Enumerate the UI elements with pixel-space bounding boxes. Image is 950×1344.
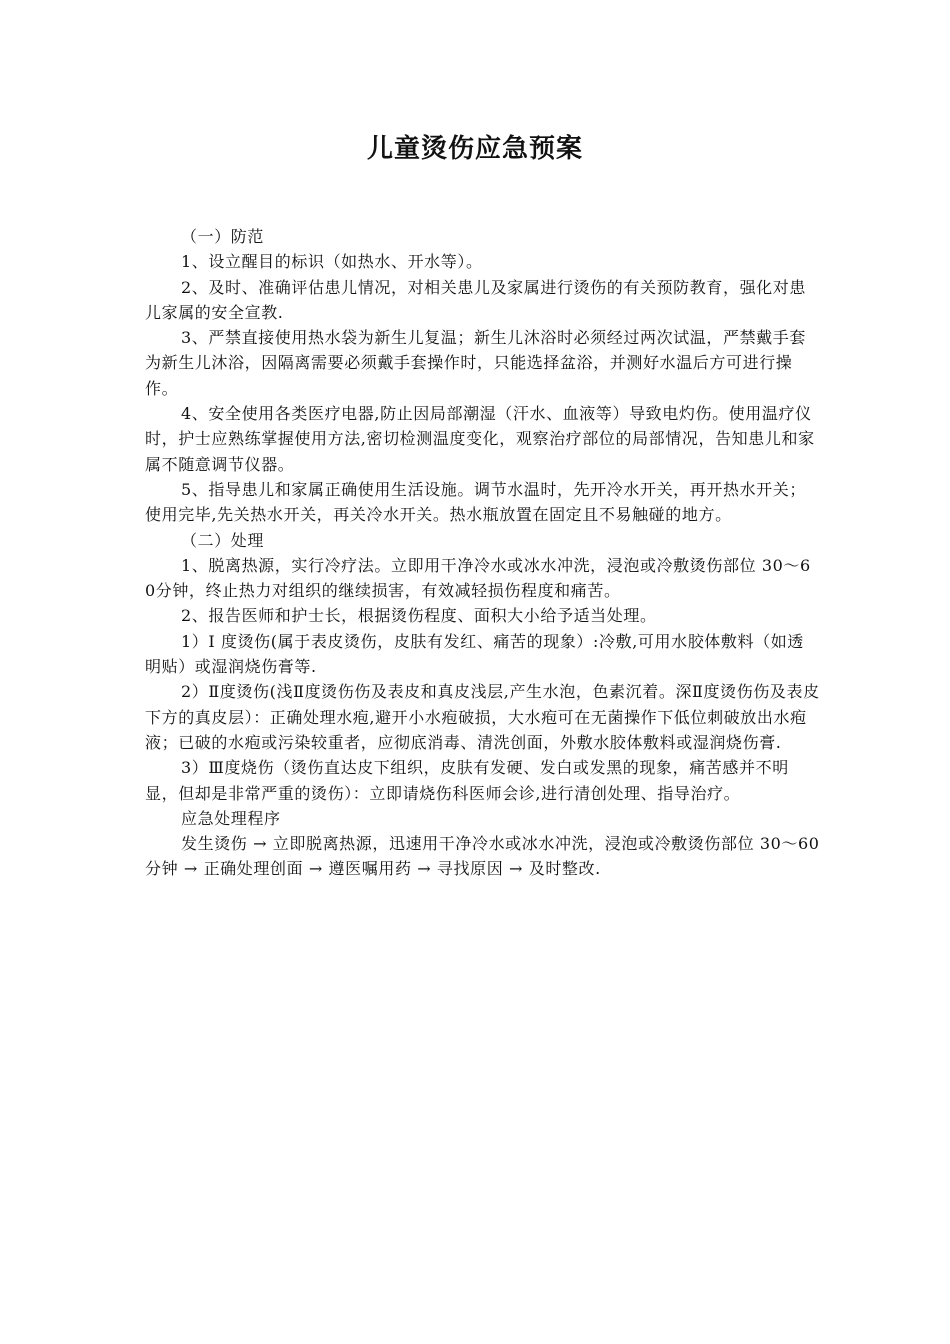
document-body	[145, 224, 820, 882]
treatment-degree-2: 2）Ⅱ度烫伤(浅Ⅱ度烫伤伤及表皮和真皮浅层,产生水泡，色素沉着。深Ⅱ度烫伤伤及表皮下方的真皮层）：正确处理水疱,避开小水疱破损，大水疱可在无菌操作下低位刺破放出水疱液；已破的水疱或污染较重者，应彻底消毒、清洗创面，外敷水胶体敷料或湿润烧伤膏.	[145, 682, 820, 752]
treatment-degree-3: 3）Ⅲ度烧伤（烫伤直达皮下组织，皮肤有发硬、发白或发黑的现象，痛苦感并不明显，但却是非常严重的烫伤）：立即请烧伤科医师会诊,进行清创处理、指导治疗。	[145, 758, 789, 803]
procedure-flow: 发生烫伤 → 立即脱离热源，迅速用干净冷水或冰水冲洗，浸泡或冷敷烫伤部位 30～60分钟 → 正确处理创面 → 遵医嘱用药 → 寻找原因 → 及时整改.	[145, 834, 820, 879]
document-title: 儿童烫伤应急预案	[366, 134, 583, 164]
section-heading-prevention: （一）防范	[181, 227, 265, 246]
treatment-item-1: 1、脱离热源，实行冷疗法。立即用干净冷水或冰水冲洗，浸泡或冷敷烫伤部位 30～60分钟，终止热力对组织的继续损害，有效减轻损伤程度和痛苦。	[145, 555, 811, 601]
prevention-item-1: 1、设立醒目的标识（如热水、开水等）。	[181, 252, 483, 272]
treatment-item-2: 2、报告医师和护士长，根据烫伤程度、面积大小给予适当处理。	[181, 606, 657, 626]
treatment-degree-1: 1）Ⅰ 度烫伤(属于表皮烫伤，皮肤有发红、痛苦的现象）:冷敷,可用水胶体敷料（如透明贴）或湿润烧伤膏等.	[145, 631, 804, 677]
prevention-item-3: 3、严禁直接使用热水袋为新生儿复温；新生儿沐浴时必须经过两次试温，严禁戴手套为新生儿沐浴，因隔离需要必须戴手套操作时，只能选择盆浴，并测好水温后方可进行操作。	[145, 328, 806, 398]
section-heading-procedure: 应急处理程序	[181, 808, 281, 828]
prevention-item-4: 4、安全使用各类医疗电器,防止因局部潮湿（汗水、血液等）导致电灼伤。使用温疗仪时，护士应熟练掌握使用方法,密切检测温度变化，观察治疗部位的局部情况，告知患儿和家属不随意调节仪器。	[145, 404, 815, 474]
prevention-item-5: 5、指导患儿和家属正确使用生活设施。调节水温时，先开冷水开关，再开热水开关；使用完毕,先关热水开关，再关冷水开关。热水瓶放置在固定且不易触碰的地方。	[145, 479, 806, 525]
prevention-item-2: 2、及时、准确评估患儿情况，对相关患儿及家属进行烫伤的有关预防教育，强化对患儿家属的安全宣教.	[145, 277, 806, 322]
section-heading-treatment: （二）处理	[181, 530, 265, 550]
